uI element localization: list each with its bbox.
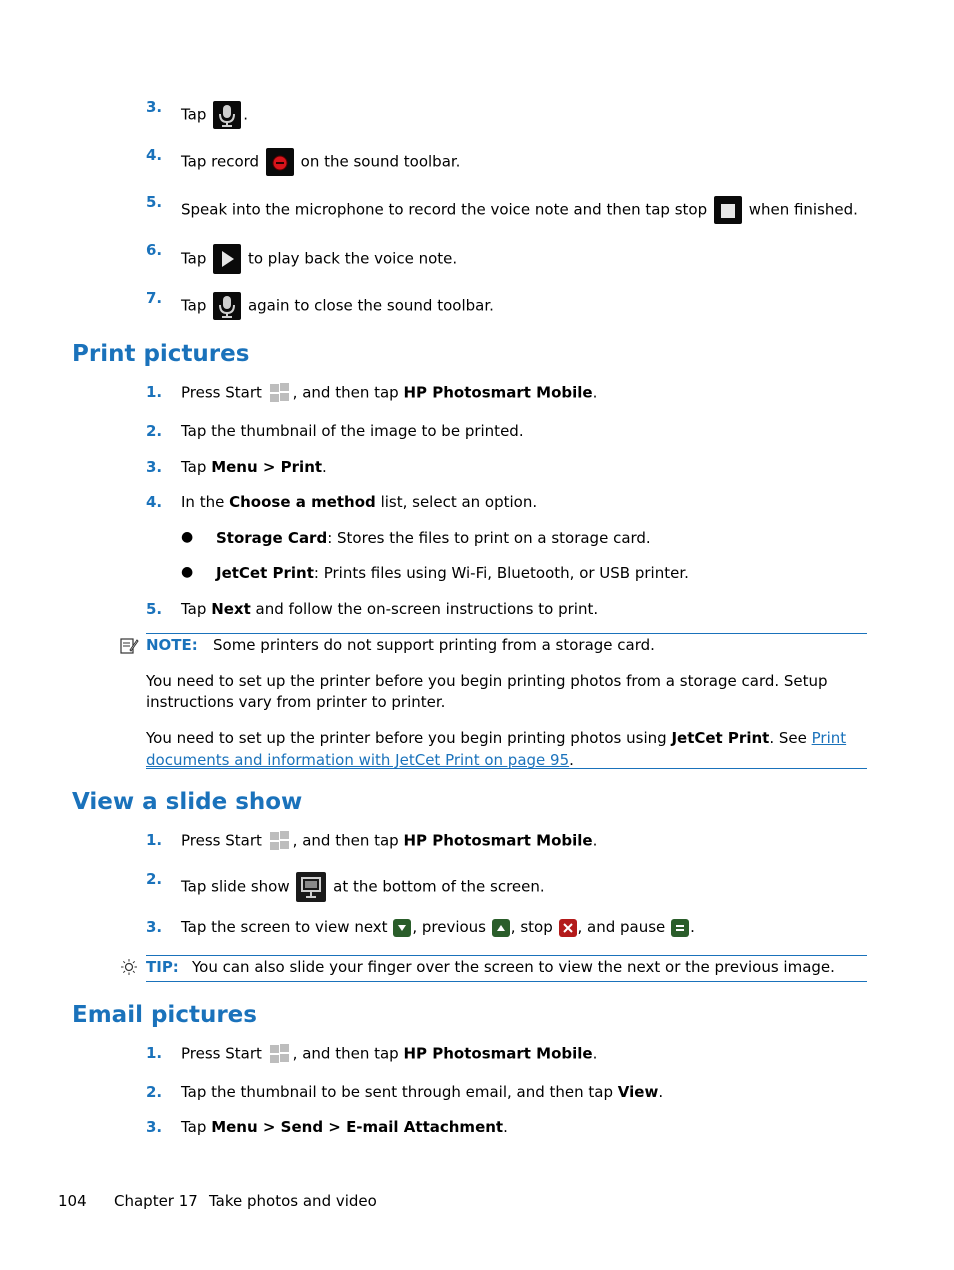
step-text-part: Tap — [181, 458, 207, 476]
step-number: 2. — [146, 870, 163, 888]
step-number: 1. — [146, 1044, 163, 1062]
step-text — [181, 383, 597, 403]
step-text-part: again to close the sound toolbar. — [247, 296, 494, 315]
bullet-dot: ● — [181, 564, 194, 580]
note-paragraph-part: . See — [769, 729, 807, 747]
note-paragraph-part: You need to set up the printer before you begin printing photos using — [146, 729, 667, 747]
step-text — [181, 831, 597, 851]
note-bottom-rule — [146, 768, 867, 769]
menu-path: Menu > Print — [211, 458, 323, 476]
note-icon — [119, 636, 139, 660]
note-top-rule — [146, 633, 867, 634]
step-number: 5. — [146, 600, 163, 618]
step-text-part: Tap — [181, 105, 207, 124]
step-number: 1. — [146, 831, 163, 849]
step-number: 7. — [146, 289, 163, 307]
step-text-part: and follow the on-screen instructions to print. — [255, 600, 599, 618]
step-text — [181, 1044, 597, 1064]
note-label: NOTE: — [146, 636, 198, 654]
step-text-part: . — [658, 1083, 664, 1101]
bullet-dot: ● — [181, 529, 194, 545]
record-icon — [266, 148, 294, 176]
step-text-part: . — [322, 458, 327, 476]
app-name: JetCet Print — [671, 729, 770, 747]
step-text-part: , and then tap — [292, 831, 399, 850]
bullet-item — [216, 564, 689, 582]
step-text-part: . — [503, 1118, 508, 1136]
step-text-part: . — [243, 105, 248, 124]
section-heading-email: Email pictures — [72, 1002, 257, 1028]
step-number: 2. — [146, 1083, 163, 1101]
step-text-part: . — [592, 383, 598, 402]
tip-top-rule — [146, 955, 867, 956]
step-text — [181, 244, 457, 274]
app-name: HP Photosmart Mobile — [403, 383, 593, 402]
tip-bottom-rule — [146, 981, 867, 982]
step-text-part: , stop — [510, 918, 553, 936]
step-text-part: when finished. — [748, 200, 858, 219]
link-text[interactable]: Print — [811, 729, 847, 747]
step-text-part: , previous — [412, 918, 486, 936]
windows-start-icon — [269, 383, 291, 403]
step-text-part: Tap — [181, 1118, 207, 1136]
step-text-part: Tap record — [181, 152, 260, 171]
app-name: HP Photosmart Mobile — [403, 831, 593, 850]
step-text-part: , and then tap — [292, 383, 399, 402]
next-icon — [393, 919, 411, 937]
step-text — [181, 1118, 508, 1136]
windows-start-icon — [269, 1044, 291, 1064]
option-description: : Prints files using Wi-Fi, Bluetooth, or USB printer. — [313, 564, 689, 582]
stop-icon — [714, 196, 742, 224]
step-text — [181, 493, 537, 511]
step-text-part: Press Start — [181, 831, 262, 850]
step-text — [181, 600, 598, 618]
pause-icon — [671, 919, 689, 937]
step-text-part: Press Start — [181, 1044, 262, 1063]
slideshow-icon — [296, 872, 326, 902]
step-text-part: Speak into the microphone to record the voice note and then tap stop — [181, 200, 708, 219]
section-heading-slideshow: View a slide show — [72, 789, 303, 815]
stop-x-icon — [559, 919, 577, 937]
step-text-part: . — [592, 831, 598, 850]
step-text-part: on the sound toolbar. — [300, 152, 461, 171]
step-text-part: Press Start — [181, 383, 262, 402]
step-text-part: Tap slide show — [181, 877, 290, 896]
footer-title: Take photos and video — [209, 1192, 377, 1210]
footer-chapter: Chapter 17 — [114, 1192, 198, 1210]
step-number: 2. — [146, 422, 163, 440]
step-text-part: , and pause — [577, 918, 666, 936]
option-name: JetCet Print — [216, 564, 314, 582]
step-text — [181, 292, 494, 320]
step-number: 4. — [146, 146, 163, 164]
note-paragraph-part: . — [569, 751, 574, 769]
step-number: 3. — [146, 458, 163, 476]
step-text — [181, 458, 327, 476]
step-text-part: . — [690, 918, 695, 936]
link-text[interactable]: documents and information with JetCet Print on page 95 — [146, 751, 570, 769]
step-text-part: . — [592, 1044, 598, 1063]
step-text-part: Tap — [181, 296, 207, 315]
step-text-part: Tap — [181, 600, 207, 618]
step-text-part: In the — [181, 493, 225, 511]
option-description: : Stores the files to print on a storage card. — [327, 529, 651, 547]
step-text-part: Tap the thumbnail to be sent through email, and then tap — [181, 1083, 614, 1101]
section-heading-print: Print pictures — [72, 341, 250, 367]
app-name: HP Photosmart Mobile — [403, 1044, 593, 1063]
step-number: 6. — [146, 241, 163, 259]
step-text — [181, 196, 858, 224]
step-text-part: , and then tap — [292, 1044, 399, 1063]
lightbulb-icon — [120, 958, 138, 980]
step-text-part: Tap — [181, 249, 207, 268]
windows-start-icon — [269, 831, 291, 851]
step-text-part: to play back the voice note. — [247, 249, 458, 268]
step-text — [181, 101, 248, 129]
tip-text: You can also slide your finger over the screen to view the next or the previous image. — [192, 958, 835, 976]
microphone-icon — [213, 101, 241, 129]
button-name: Next — [211, 600, 251, 618]
note-text: Some printers do not support printing from a storage card. — [213, 636, 655, 654]
step-number: 3. — [146, 1118, 163, 1136]
step-text — [181, 918, 695, 937]
step-text-part: Tap the screen to view next — [181, 918, 388, 936]
note-paragraph — [146, 727, 861, 771]
step-text — [181, 872, 545, 902]
step-number: 3. — [146, 98, 163, 116]
step-text — [181, 1083, 663, 1101]
note-paragraph: You need to set up the printer before you begin printing photos from a storage card. Setup instructions vary from printer to printer. — [146, 672, 828, 711]
menu-path: Menu > Send > E-mail Attachment — [211, 1118, 504, 1136]
step-text-part: at the bottom of the screen. — [333, 877, 545, 896]
previous-icon — [492, 919, 510, 937]
step-number: 1. — [146, 383, 163, 401]
step-text-part: list, select an option. — [380, 493, 538, 511]
tip-label: TIP: — [146, 958, 179, 976]
step-text: Tap the thumbnail of the image to be printed. — [181, 422, 524, 440]
step-number: 3. — [146, 918, 163, 936]
step-number: 4. — [146, 493, 163, 511]
bullet-item — [216, 529, 651, 547]
step-number: 5. — [146, 193, 163, 211]
microphone-icon — [213, 292, 241, 320]
step-text — [181, 148, 460, 176]
option-name: Storage Card — [216, 529, 328, 547]
play-icon — [213, 244, 241, 274]
button-name: View — [617, 1083, 659, 1101]
page-number: 104 — [58, 1192, 87, 1210]
list-name: Choose a method — [229, 493, 376, 511]
